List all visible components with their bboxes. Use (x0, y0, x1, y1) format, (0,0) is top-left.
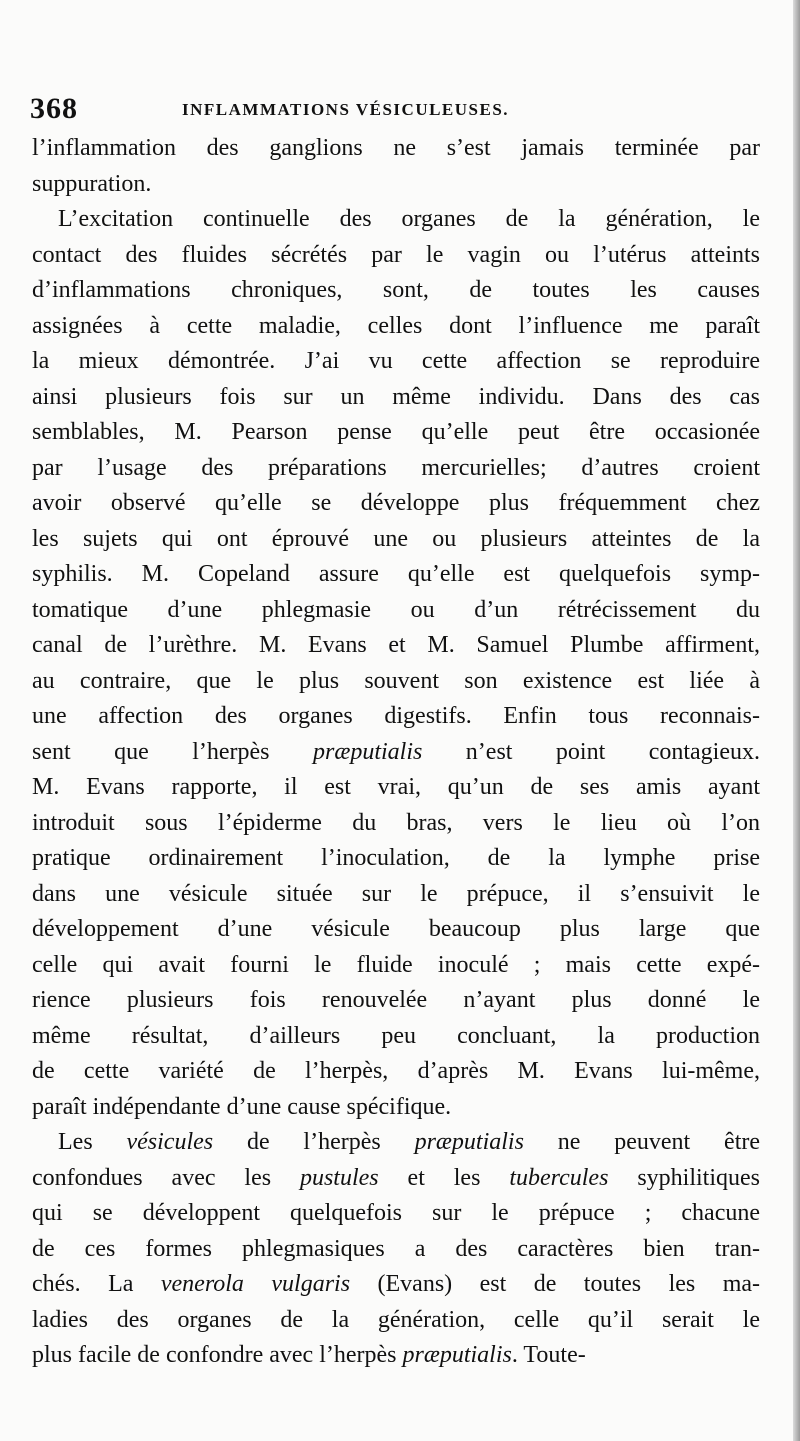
text-run: syphilitiques (608, 1164, 760, 1191)
text-line (32, 628, 760, 664)
text-run: et les (378, 1164, 510, 1191)
text-run: une affection des organes digestifs. Enfin tous reconnais- (32, 703, 760, 729)
text-run: les sujets qui ont éprouvé une ou plusieurs atteintes de la (32, 525, 760, 552)
text-line (32, 522, 760, 558)
text-line (32, 1125, 760, 1161)
text-run: l’inflammation des ganglions ne s’est jamais terminée par (32, 135, 760, 161)
text-run: introduit sous l’épiderme du bras, vers le lieu où l’on (32, 809, 760, 836)
text-run: sent que l’herpès (32, 738, 313, 765)
text-line (32, 167, 760, 203)
text-run: d’inflammations chroniques, sont, de toutes les causes (32, 277, 760, 303)
text-line (32, 1196, 760, 1232)
text-line (32, 1338, 760, 1374)
italic-term: præputialis (414, 1129, 524, 1155)
italic-term: venerola vulgaris (160, 1271, 351, 1297)
text-line (32, 1161, 760, 1197)
italic-term: tubercules (509, 1164, 609, 1191)
page-number: 368 (30, 92, 78, 125)
text-line (32, 486, 760, 522)
italic-term: vésicules (126, 1129, 214, 1155)
text-line (32, 344, 760, 380)
running-head: INFLAMMATIONS VÉSICULEUSES. (182, 100, 510, 119)
text-run: ladies des organes de la génération, celle qu’il serait le (32, 1306, 760, 1333)
text-run: plus facile de confondre avec l’herpès (32, 1342, 403, 1368)
text-run: . Toute- (511, 1342, 586, 1368)
text-run: dans une vésicule située sur le prépuce, il s’ensuivit le (32, 880, 760, 907)
text-line (32, 593, 760, 629)
text-run: qui se développent quelquefois sur le prépuce ; chacune (32, 1200, 760, 1226)
text-line (32, 948, 760, 984)
page-edge-shadow (793, 0, 800, 1441)
text-line (32, 877, 760, 913)
text-run: semblables, M. Pearson pense qu’elle peut être occasionée (32, 419, 760, 445)
text-run: avoir observé qu’elle se développe plus fréquemment chez (32, 490, 760, 516)
text-line (32, 806, 760, 842)
text-line (32, 1303, 760, 1339)
text-line (32, 451, 760, 487)
text-line (32, 131, 760, 167)
text-run: même résultat, d’ailleurs peu concluant, la production (32, 1022, 760, 1049)
text-line (32, 841, 760, 877)
text-run: de l’herpès (213, 1129, 415, 1155)
text-run: M. Evans rapporte, il est vrai, qu’un de ses amis ayant (32, 774, 760, 800)
text-run: suppuration. (32, 170, 152, 197)
text-line (32, 380, 760, 416)
text-run: ne peuvent être (523, 1129, 760, 1155)
text-line (32, 770, 760, 806)
text-run: par l’usage des préparations mercurielles; d’autres croient (32, 454, 760, 481)
text-run: assignées à cette maladie, celles dont l’influence me paraît (32, 312, 760, 339)
text-line (32, 415, 760, 451)
text-run: la mieux démontrée. J’ai vu cette affection se reproduire (32, 348, 760, 374)
text-line (32, 735, 760, 771)
text-line (32, 238, 760, 274)
text-run: (Evans) est de toutes les ma- (350, 1271, 760, 1297)
text-line (32, 983, 760, 1019)
text-line (32, 557, 760, 593)
text-line (32, 273, 760, 309)
text-run: canal de l’urèthre. M. Evans et M. Samuel Plumbe affirment, (32, 632, 760, 658)
italic-term: præputialis (402, 1342, 512, 1368)
text-run: chés. La (32, 1271, 161, 1297)
text-run: au contraire, que le plus souvent son existence est liée à (32, 667, 760, 694)
text-line (32, 1019, 760, 1055)
text-run: n’est point contagieux. (422, 738, 760, 765)
italic-term: præputialis (312, 738, 423, 765)
body-text (32, 131, 760, 1374)
text-run: paraît indépendante d’une cause spécifique. (32, 1093, 452, 1120)
text-line (32, 1054, 760, 1090)
text-run: contact des fluides sécrétés par le vagin ou l’utérus atteints (32, 241, 760, 268)
text-run: ainsi plusieurs fois sur un même individu. Dans des cas (32, 383, 760, 410)
text-run: pratique ordinairement l’inoculation, de la lymphe prise (32, 845, 760, 871)
text-run: syphilis. M. Copeland assure qu’elle est quelquefois symp- (32, 561, 760, 587)
text-run: de ces formes phlegmasiques a des caractères bien tran- (32, 1235, 760, 1262)
text-run: tomatique d’une phlegmasie ou d’un rétrécissement du (32, 596, 760, 623)
text-line (32, 1090, 760, 1126)
text-run: développement d’une vésicule beaucoup plus large que (32, 916, 760, 942)
text-line (32, 1232, 760, 1268)
text-line (32, 309, 760, 345)
text-line (32, 1267, 760, 1303)
text-run: celle qui avait fourni le fluide inoculé ; mais cette expé- (32, 951, 760, 978)
italic-term: pustules (299, 1164, 379, 1191)
text-line (32, 699, 760, 735)
text-run: rience plusieurs fois renouvelée n’ayant plus donné le (32, 987, 760, 1013)
text-run: confondues avec les (32, 1164, 300, 1191)
page-header (30, 92, 770, 132)
text-line (32, 202, 760, 238)
text-line (32, 912, 760, 948)
text-run: L’excitation continuelle des organes de la génération, le (58, 206, 760, 232)
text-run: Les (58, 1129, 127, 1155)
text-line (32, 664, 760, 700)
text-run: de cette variété de l’herpès, d’après M. Evans lui-même, (32, 1058, 760, 1084)
